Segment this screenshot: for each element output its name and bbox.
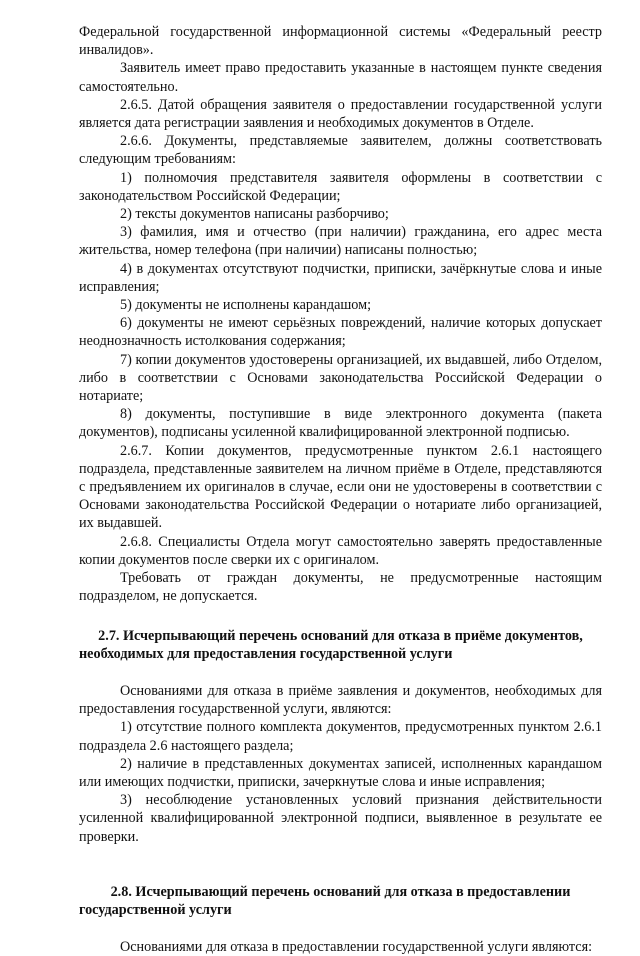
list-item-2-6-6-5: 5) документы не исполнены карандашом;	[120, 297, 372, 314]
paragraph-2-6-5: 2.6.5. Датой обращения заявителя о предоставлении государственной услуги является дата регистрации заявления и необходимых документов в Отделе.	[79, 96, 602, 132]
spacer	[79, 919, 602, 938]
paragraph-self-submission: Заявитель имеет право предоставить указанные в настоящем пункте сведения самостоятельно.	[79, 60, 602, 95]
list-item-2-6-6-4: 4) в документах отсутствуют подчистки, приписки, зачёркнутые слова и иные исправления;	[79, 260, 602, 295]
list-item-2-6-6-6: 6) документы не имеют серьёзных повреждений, наличие которых допускает неоднозначность истолкования содержания;	[79, 315, 602, 350]
document-body	[79, 23, 602, 956]
spacer	[79, 606, 602, 627]
list-item-2-7-2: 2) наличие в представленных документах записей, исполненных карандашом или имеющих подчистки, приписки, зачеркнутые слова и иные исправления;	[79, 755, 602, 790]
spacer	[79, 663, 602, 682]
paragraph-no-extra-documents: Требовать от граждан документы, не предусмотренные настоящим подразделом, не допускается.	[79, 570, 602, 605]
list-item-2-6-6-8: 8) документы, поступившие в виде электронного документа (пакета документов), подписаны усиленной квалифицированной электронной подписью.	[79, 406, 602, 441]
paragraph-2-6-6: 2.6.6. Документы, представляемые заявителем, должны соответствовать следующим требованиям:	[79, 133, 602, 168]
paragraph-service-refusal-intro: Основаниями для отказа в предоставлении государственной услуги являются:	[120, 939, 593, 956]
list-item-2-6-6-3: 3) фамилия, имя и отчество (при наличии) гражданина, его адрес места жительства, номер телефона (при наличии) написаны полностью;	[79, 224, 602, 259]
paragraph-refusal-grounds-intro: Основаниями для отказа в приёме заявления и документов, необходимых для предоставления государственной услуги, являются:	[79, 682, 602, 718]
list-item-2-7-3: 3) несоблюдение установленных условий признания действительности усиленной квалифицированной электронной подписи, выявленное в результате ее проверки.	[79, 792, 602, 845]
section-heading-2-7: 2.7. Исчерпывающий перечень оснований для отказа в приёме документов, необходимых для предоставления государственной услуги	[79, 627, 583, 662]
list-item-2-6-6-7: 7) копии документов удостоверены организацией, их выдавшей, либо Отделом, либо в соответствии с Основами законодательства Российской Федерации о нотариате;	[79, 351, 602, 405]
spacer	[79, 846, 602, 883]
list-item-2-6-6-2: 2) тексты документов написаны разборчиво;	[120, 206, 389, 223]
paragraph-2-6-8: 2.6.8. Специалисты Отдела могут самостоятельно заверять предоставленные копии документов после сверки их с оригиналом.	[79, 533, 602, 568]
section-heading-2-8: 2.8. Исчерпывающий перечень оснований для отказа в предоставлении государственной услуги	[79, 883, 571, 918]
paragraph-2-6-7: 2.6.7. Копии документов, предусмотренные пунктом 2.6.1 настоящего подраздела, представленные заявителем на личном приёме в Отделе, представляются с предъявлением их оригиналов в случае, если они не удостоверены в соответствии с Основами законодательства Российской Федерации о нотариате либо организацией, их выдавшей.	[79, 442, 602, 532]
paragraph-registry-continuation: Федеральной государственной информационной системы «Федеральный реестр инвалидов».	[79, 24, 602, 59]
list-item-2-7-1: 1) отсутствие полного комплекта документов, предусмотренных пунктом 2.6.1 подраздела 2.6 настоящего раздела;	[79, 719, 602, 754]
list-item-2-6-6-1: 1) полномочия представителя заявителя оформлены в соответствии с законодательством Российской Федерации;	[79, 169, 602, 204]
